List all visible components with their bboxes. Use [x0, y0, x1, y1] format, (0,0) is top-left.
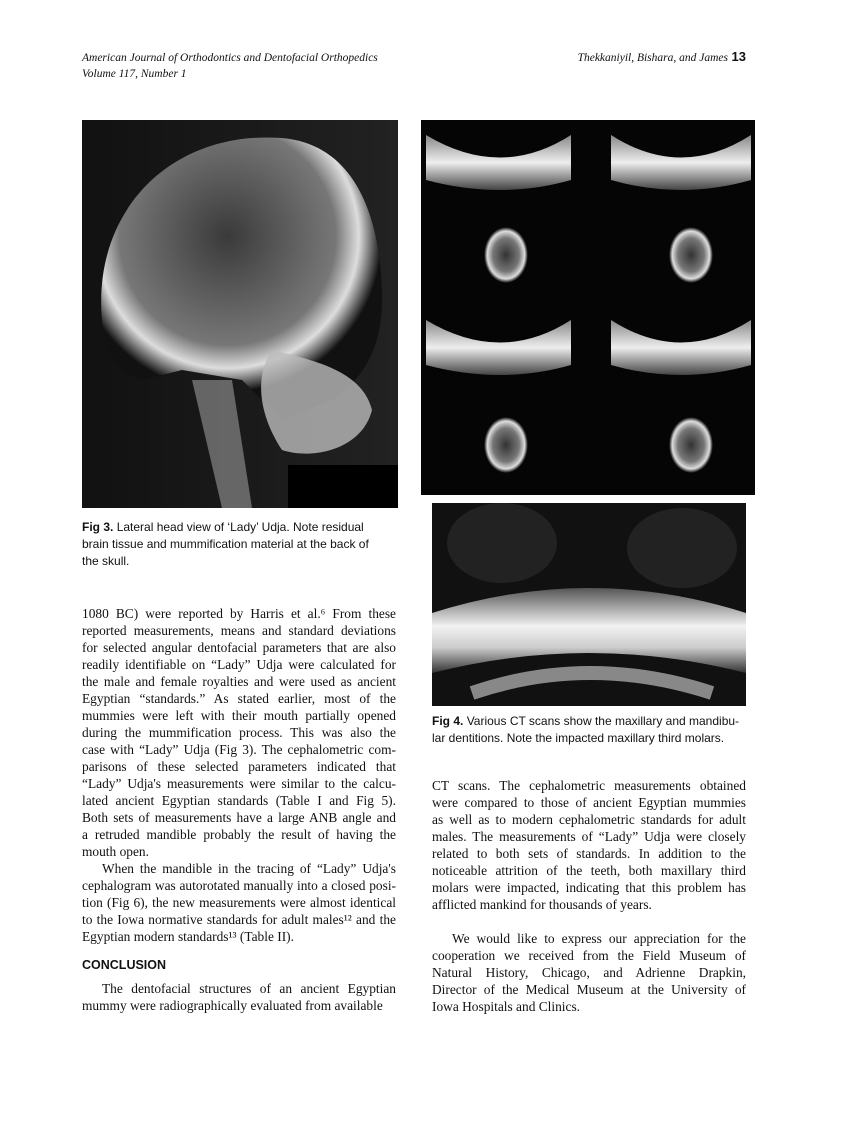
section-heading-conclusion: CONCLUSION	[82, 958, 167, 972]
paragraph	[82, 860, 396, 945]
text-line: mummy were radiographically evaluated from available	[82, 998, 383, 1013]
fig4-label: Fig 4.	[432, 714, 464, 728]
running-header-authors: Thekkaniyil, Bishara, and James	[577, 52, 728, 64]
text-line: tion (Fig 6), the new measurements were almost identical	[82, 895, 396, 910]
text-line: cooperation we received from the Field Museum of	[432, 948, 746, 963]
running-header-left	[82, 50, 378, 82]
text-line: Egyptian modern standards¹³ (Table II).	[82, 929, 294, 944]
paragraph	[432, 777, 746, 913]
ct-scans-image	[421, 120, 755, 495]
journal-title: American Journal of Orthodontics and Dentofacial Orthopedics	[82, 52, 378, 64]
text-line: noticeable attrition of the teeth, both maxillary third	[432, 863, 746, 878]
text-line: The dentofacial structures of an ancient Egyptian	[102, 981, 396, 996]
text-line: molars were impacted, indicating that this problem has	[432, 880, 746, 895]
text-line: We would like to express our appreciation for the	[452, 931, 746, 946]
text-line: as well as to modern cephalometric standards for adult	[432, 812, 746, 827]
acknowledgment-paragraph	[432, 930, 746, 1015]
text-line: to the Iowa normative standards for adult males¹² and the	[82, 912, 396, 927]
text-line: Both sets of measurements have a large ANB angle and	[82, 810, 396, 825]
text-line: Iowa Hospitals and Clinics.	[432, 999, 581, 1014]
text-line: lated ancient Egyptian standards (Table I and Fig 5).	[82, 793, 396, 808]
right-column-text	[432, 777, 746, 1015]
text-line: case with “Lady” Udja (Fig 3). The cephalometric com-	[82, 742, 396, 757]
text-line: for selected angular dentofacial parameters that are also	[82, 640, 396, 655]
text-line: males. The measurements of “Lady” Udja were closely	[432, 829, 746, 844]
text-line: afflicted mankind for thousands of years.	[432, 897, 652, 912]
text-line: reported measurements, means and standard deviations	[82, 623, 396, 638]
text-line: the male and female royalties and were used as ancient	[82, 674, 396, 689]
fig4-caption: Fig 4. Various CT scans show the maxillary and mandibu- lar dentitions. Note the impacted maxillary third molars.	[432, 714, 740, 745]
text-line: related to both sets of standards. In addition to the	[432, 846, 746, 861]
text-line: were compared to those of ancient Egyptian mummies	[432, 795, 746, 810]
text-line: Egyptian “standards.” As stated earlier, most of the	[82, 691, 396, 706]
fig3-label: Fig 3.	[82, 520, 114, 534]
paragraph	[82, 605, 396, 860]
text-line: during the mummification process. This was also the	[82, 725, 396, 740]
text-line: When the mandible in the tracing of “Lady” Udja's	[102, 861, 396, 876]
left-column-text	[82, 605, 396, 1014]
fig3-radiograph	[82, 120, 398, 508]
text-line: mummies were left with their mouth partially opened	[82, 708, 396, 723]
page-number: 13	[731, 49, 746, 64]
text-line: parisons of these selected parameters indicated that	[82, 759, 396, 774]
fig4-ct-scan-grid	[421, 120, 755, 495]
text-line: Director of the Medical Museum at the University of	[432, 982, 746, 997]
text-line: cephalogram was autorotated manually into a closed posi-	[82, 878, 396, 893]
fig4-ct-dentition-detail	[432, 503, 746, 706]
journal-volume: Volume 117, Number 1	[82, 68, 187, 80]
text-line: mouth open.	[82, 844, 149, 859]
text-line: a retruded mandible probably the result of having the	[82, 827, 396, 842]
text-line: 1080 BC) were reported by Harris et al.⁶ From these	[82, 606, 396, 621]
text-line: “Lady” Udja's measurements were similar to the calcu-	[82, 776, 396, 791]
skull-xray-image	[82, 120, 398, 508]
text-line: readily identifiable on “Lady” Udja were calculated for	[82, 657, 396, 672]
dentition-ct-image	[432, 503, 746, 706]
paragraph	[82, 980, 396, 1014]
text-line: Natural History, Chicago, and Adrienne Drapkin,	[432, 965, 746, 980]
fig3-caption: Fig 3. Lateral head view of ‘Lady’ Udja. Note residual brain tissue and mummification material at the back of the skull.	[82, 520, 369, 568]
text-line: CT scans. The cephalometric measurements obtained	[432, 778, 746, 793]
